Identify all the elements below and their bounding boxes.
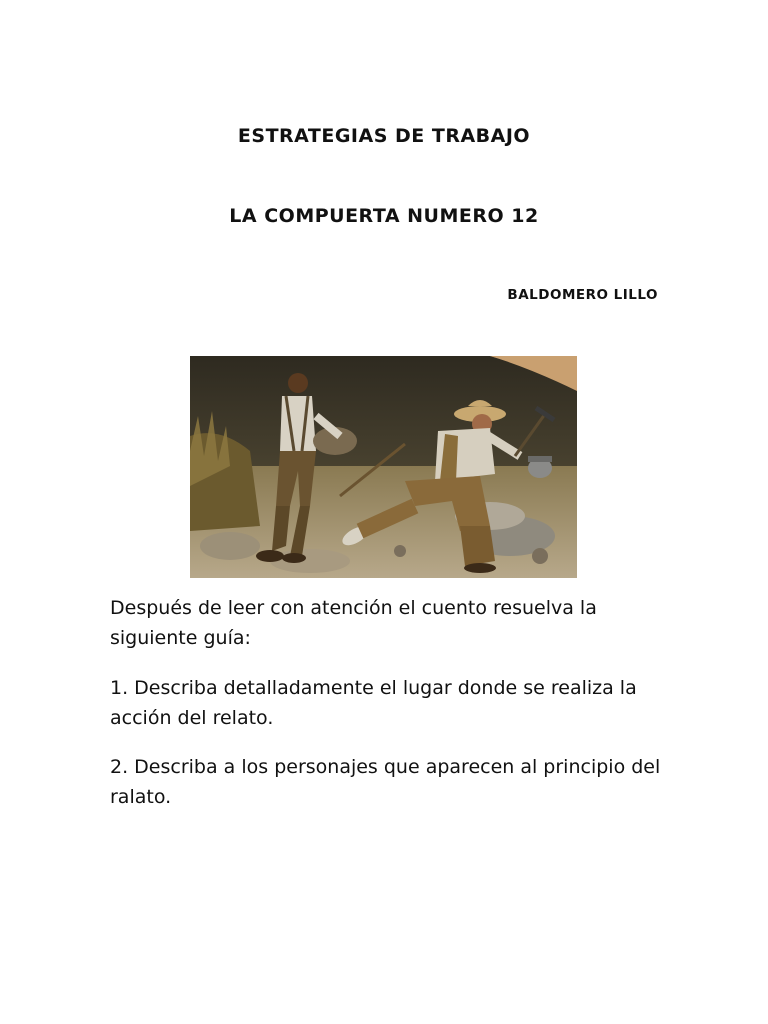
guide-intro: Después de leer con atención el cuento resuelva la siguiente guía: <box>110 597 597 649</box>
author-name: BALDOMERO LILLO <box>507 287 658 303</box>
guide-item-2: 2. Describa a los personajes que aparecen al principio del ralato. <box>110 756 661 808</box>
story-title: LA COMPUERTA NUMERO 12 <box>229 205 539 227</box>
guide-item-1: 1. Describa detalladamente el lugar donde se realiza la acción del relato. <box>110 677 637 729</box>
stone-breakers-painting <box>190 356 577 578</box>
document-title: ESTRATEGIAS DE TRABAJO <box>237 125 531 147</box>
